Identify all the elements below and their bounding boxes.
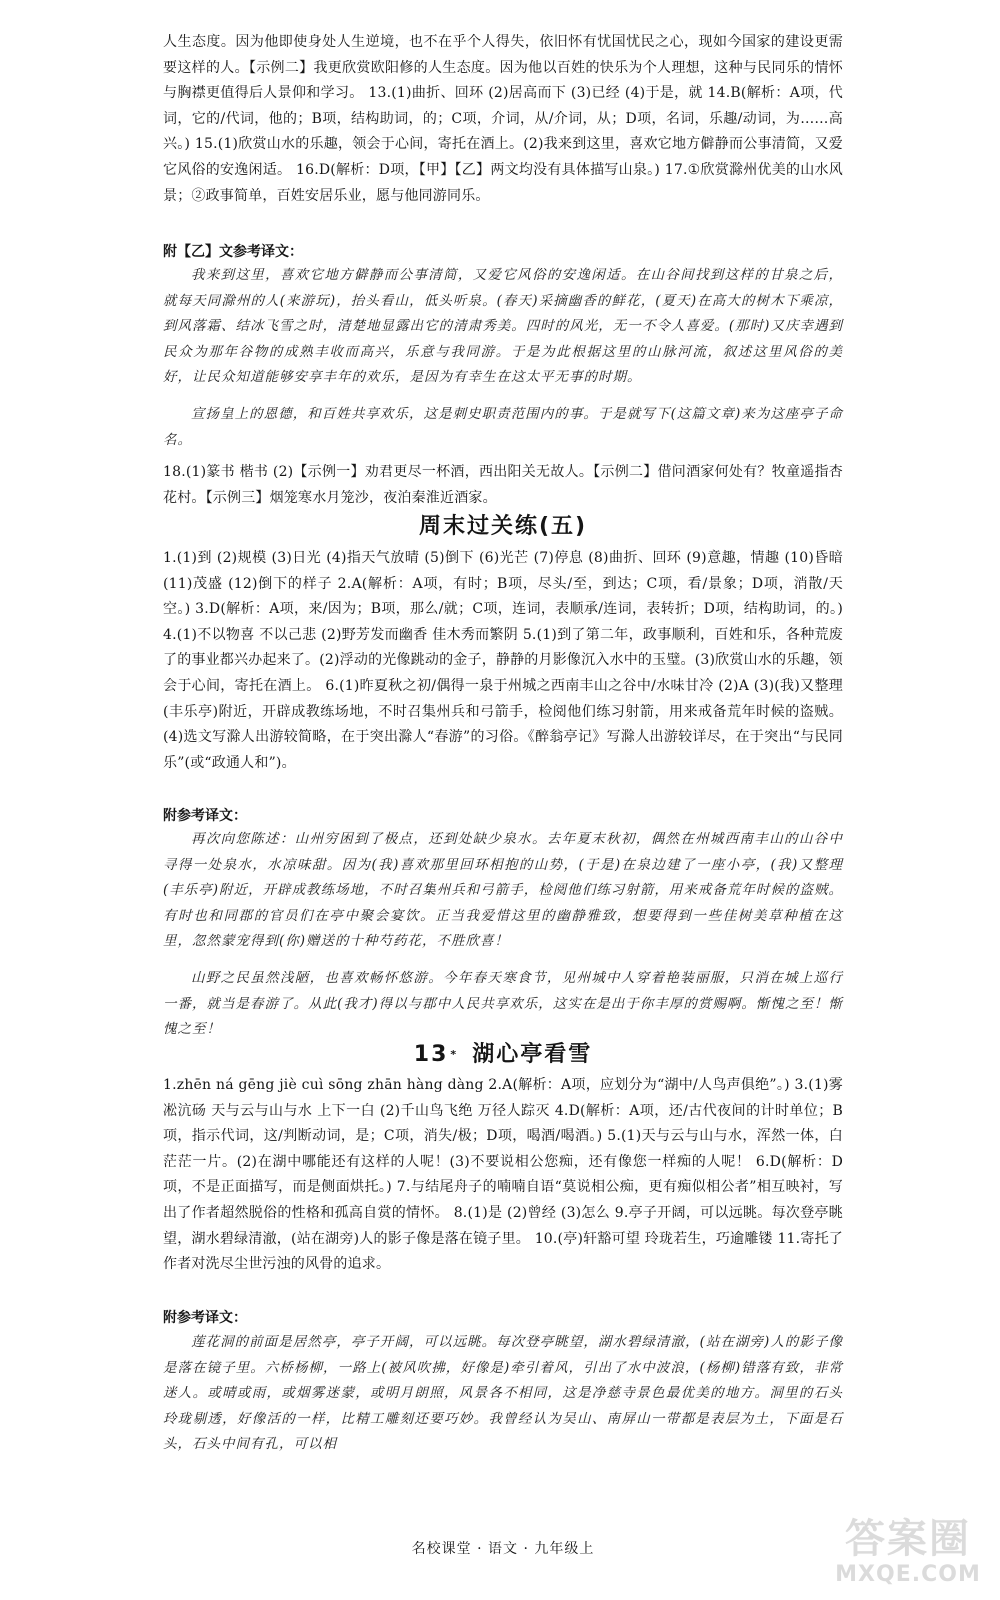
question-18-answer: 18.(1)篆书 楷书 (2)【示例一】劝君更尽一杯酒，西出阳关无故人。【示例二】借问酒家何处有？牧童遥指杏花村。【示例三】烟笼寒水月笼沙，夜泊秦淮近酒家。 [163,464,843,506]
page-footer: 名校课堂 · 语文 · 九年级上 [411,1541,595,1557]
section1-translation-paragraph: 宣扬皇上的恩德，和百姓共享欢乐，这是刺史职责范围内的事。于是就写下(这篇文章)来为这座亭子命名。 [163,406,843,448]
section3-answers: 1.zhēn ná gēng jiè cuì sōng zhān hàng dàng 2.A(解析：A项，应划分为“湖中/人鸟声俱绝”。) 3.(1)雾凇沆砀 天与云与山与水 上下一白 (2)千山鸟飞绝 万径人踪灭 4.D(解析：A项，还/古代夜间的计时单位；B项，指示代词，这/判断动词，是；C项，消失/极；D项，喝酒/喝酒。) 5.(1)天与云与山与水，浑然一体，白茫茫一片。(2)在湖中哪能还有这样的人呢！(3)不要说相公您痴，还有像您一样痴的人呢！ 6.D(解析：D项，不是正面描写，而是侧面烘托。) 7.与结尾舟子的喃喃自语“莫说相公痴，更有痴似相公者”相互映衬，写出了作者超然脱俗的性格和孤高自赏的情怀。 8.(1)是 (2)曾经 (3)怎么 9.亭子开阔，可以远眺。每次登亭眺望，湖水碧绿清澈，(站在湖旁)人的影子像是落在镜子里。 10.(亭)轩豁可望 玲珑若生，巧逾雕镂 11.寄托了作者对洗尽尘世污浊的风骨的追求。 [163,1077,843,1273]
watermark-logo [828,1516,988,1594]
section2-translation-label: 附参考译文： [163,808,247,824]
section-heading: 周末过关练(五) [418,514,588,539]
lesson-title: 湖心亭看雪 [472,1042,593,1067]
section3-translation-paragraph: 莲花洞的前面是居然亭，亭子开阔，可以远眺。每次登亭眺望，湖水碧绿清澈，(站在湖旁)人的影子像是落在镜子里。六桥杨柳，一路上(被风吹拂，好像是)牵引着风，引出了水中波浪，(杨柳)错落有致，非常迷人。或晴或雨，或烟雾迷蒙，或明月朗照，风景各不相同，这是净慈寺景色最优美的地方。洞里的石头玲珑剔透，好像活的一样，比精工雕刻还要巧妙。我曾经认为吴山、南屏山一带都是表层为土，下面是石头，石头中间有孔，可以相 [163,1334,843,1453]
section1-answers: 人生态度。因为他即使身处人生逆境，也不在乎个人得失，依旧怀有忧国忧民之心，现如今国家的建设更需要这样的人。【示例二】我更欣赏欧阳修的人生态度。因为他以百姓的快乐为个人理想，这种与民同乐的情怀与胸襟更值得后人景仰和学习。 13.(1)曲折、回环 (2)居高而下 (3)已经 (4)于是，就 14.B(解析：A项，代词，它的/代词，他的；B项，结构助词，的；C项，介词，从/介词，从；D项，名词，乐趣/动词，为……高兴。) 15.(1)欣赏山水的乐趣，领会于心间，寄托在酒上。(2)我来到这里，喜欢它地方僻静而公事清简，又爱它风俗的安逸闲适。 16.D(解析：D项，【甲】【乙】两文均没有具体描写山泉。) 17.①欣赏滁州优美的山水风景；②政事简单，百姓安居乐业，愿与他同游同乐。 [163,34,843,204]
section2-answers: 1.(1)到 (2)规模 (3)日光 (4)指天气放晴 (5)倒下 (6)光芒 (7)停息 (8)曲折、回环 (9)意趣，情趣 (10)昏暗 (11)茂盛 (12)倒下的样子 2.A(解析：A项，有时；B项，尽头/至，到达；C项，看/景象；D项，消散/天空。) 3.D(解析：A项，来/因为；B项，那么/就；C项，连词，表顺承/连词，表转折；D项，结构助词，的。) 4.(1)不以物喜 不以己悲 (2)野芳发而幽香 佳木秀而繁阴 5.(1)到了第二年，政事顺利，百姓和乐，各种荒废了的事业都兴办起来了。(2)浮动的光像跳动的金子，静静的月影像沉入水中的玉璧。(3)欣赏山水的乐趣，领会于心间，寄托在酒上。 6.(1)昨夏秋之初/偶得一泉于州城之西南丰山之谷中/水味甘冷 (2)A (3)(我)又整理(丰乐亭)附近，开辟成教练场地，不时召集州兵和弓箭手，检阅他们练习射箭，用来戒备荒年时候的盗贼。(4)选文写滁人出游较简略，在于突出滁人“春游”的习俗。《醉翁亭记》写滁人出游较详尽，在于突出“与民同乐”(或“政通人和”)。 [163,550,844,771]
optional-star-mark: * [450,1048,459,1061]
section2-translation-paragraph: 山野之民虽然浅陋，也喜欢畅怀悠游。今年春天寒食节，见州城中人穿着艳装丽服，只消在城上巡行一番，就当是春游了。从此(我才)得以与郡中人民共享欢乐，这实在是出于你丰厚的赏赐啊。惭愧之至！惭愧之至！ [163,970,843,1038]
section3-translation-label: 附参考译文： [163,1310,247,1326]
watermark-url: MXQE.COM [835,1562,981,1587]
lesson-heading [163,1040,843,1070]
watermark-text: 答案圈 [845,1516,971,1562]
section2-translation-paragraph: 再次向您陈述：山州穷困到了极点，还到处缺少泉水。去年夏末秋初，偶然在州城西南丰山的山谷中寻得一处泉水，水凉味甜。因为(我)喜欢那里回环相抱的山势，(于是)在泉边建了一座小亭，(我)又整理(丰乐亭)附近，开辟成教练场地，不时召集州兵和弓箭手，检阅他们练习射箭，用来戒备荒年时候的盗贼。有时也和同郡的官员们在亭中聚会宴饮。正当我爱惜这里的幽静雅致，想要得到一些佳树美草种植在这里，忽然蒙宠得到(你)赠送的十种芍药花，不胜欣喜！ [163,831,843,950]
section1-translation-paragraph: 我来到这里，喜欢它地方僻静而公事清简，又爱它风俗的安逸闲适。在山谷间找到这样的甘泉之后，就每天同滁州的人(来游玩)，抬头看山，低头听泉。(春天)采摘幽香的鲜花，(夏天)在高大的树木下乘凉，到风落霜、结冰飞雪之时，清楚地显露出它的清肃秀美。四时的风光，无一不令人喜爱。(那时)又庆幸遇到民众为那年谷物的成熟丰收而高兴，乐意与我同游。于是为此根据这里的山脉河流，叙述这里风俗的美好，让民众知道能够安享丰年的欢乐，是因为有幸生在这太平无事的时期。 [163,267,843,386]
lesson-number: 13 [413,1042,449,1067]
section1-translation-label: 附【乙】文参考译文： [163,244,303,260]
